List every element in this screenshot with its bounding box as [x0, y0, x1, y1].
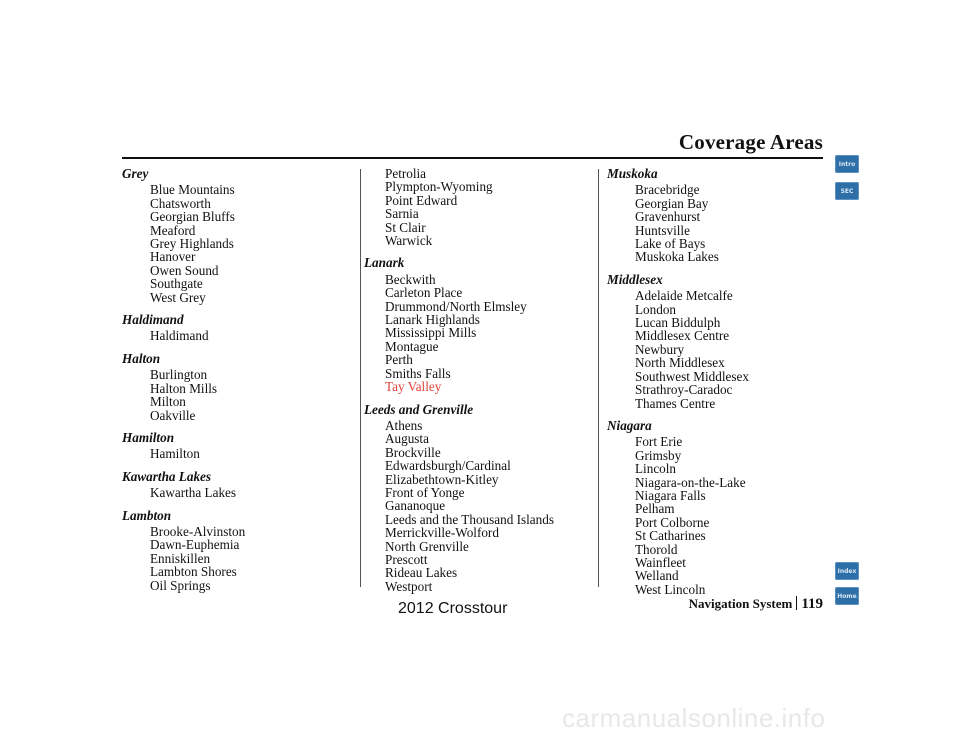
- place-item: Georgian Bluffs: [150, 209, 235, 225]
- place-item: Huntsville: [635, 222, 690, 238]
- region-heading: Hamilton: [122, 429, 175, 445]
- region-heading: Grey: [122, 166, 149, 181]
- place-item: Kawartha Lakes: [150, 485, 237, 501]
- region-heading: Haldimand: [122, 312, 184, 328]
- place-item: St Clair: [385, 219, 426, 235]
- place-item: Niagara-on-the-Lake: [635, 474, 746, 490]
- place-item: Strathroy-Caradoc: [635, 382, 733, 398]
- place-item: Gananoque: [385, 498, 446, 514]
- place-item: Warwick: [385, 233, 433, 249]
- place-item: Port Colborne: [635, 514, 710, 530]
- region-heading: Kawartha Lakes: [122, 468, 212, 484]
- page-number: 119: [801, 596, 823, 612]
- place-item: Burlington: [150, 367, 208, 383]
- place-item: Lanark Highlands: [385, 312, 480, 328]
- place-item: Carleton Place: [385, 285, 463, 301]
- place-item: Brockville: [385, 444, 441, 460]
- place-item: Oakville: [150, 407, 196, 423]
- place-item: Chatsworth: [150, 195, 211, 211]
- place-item: Thames Centre: [635, 395, 716, 411]
- place-item: Lucan Biddulph: [635, 315, 721, 331]
- column-1: [122, 167, 352, 592]
- section-name: Navigation System: [688, 596, 793, 611]
- region-heading: Leeds and Grenville: [364, 401, 474, 417]
- place-item: Enniskillen: [150, 550, 211, 566]
- place-item: Middlesex Centre: [635, 328, 730, 344]
- place-item: Grey Highlands: [150, 236, 234, 252]
- place-item: Elizabethtown-Kitley: [385, 471, 499, 487]
- place-item: Milton: [150, 394, 186, 410]
- region-heading: Lambton: [122, 507, 172, 523]
- place-item: Southgate: [150, 276, 203, 292]
- column-2: [364, 167, 594, 593]
- place-item: Pelham: [635, 501, 675, 517]
- region-heading: Halton: [122, 350, 161, 366]
- watermark: carmanualsonline.info: [562, 703, 826, 733]
- place-item: Halton Mills: [150, 380, 218, 396]
- place-item: Prescott: [385, 551, 428, 567]
- place-item: Leeds and the Thousand Islands: [385, 511, 554, 527]
- region-heading: Niagara: [607, 417, 652, 433]
- place-item: West Lincoln: [635, 581, 706, 597]
- place-item: Sarnia: [385, 206, 419, 222]
- index-tab-button[interactable]: Index: [835, 562, 859, 580]
- place-item: Lambton Shores: [150, 564, 237, 580]
- place-item: Southwest Middlesex: [635, 368, 749, 384]
- place-item: Mississippi Mills: [385, 325, 477, 341]
- place-item: Perth: [385, 352, 413, 368]
- place-item: Oil Springs: [150, 577, 211, 593]
- place-item: Point Edward: [385, 192, 458, 208]
- place-item: Muskoka Lakes: [635, 249, 719, 265]
- sec-tab-button[interactable]: SEC: [835, 182, 859, 200]
- place-item: Merrickville-Wolford: [385, 525, 499, 541]
- place-item: Rideau Lakes: [385, 565, 458, 581]
- place-item: Fort Erie: [635, 434, 683, 450]
- place-item: Augusta: [385, 431, 429, 447]
- place-item: Meaford: [150, 222, 196, 238]
- place-item: Grimsby: [635, 447, 682, 463]
- place-item: London: [635, 301, 677, 317]
- column-3: [607, 167, 817, 596]
- place-item: Plympton-Wyoming: [385, 179, 493, 195]
- place-item: Hamilton: [150, 446, 200, 462]
- place-item: North Grenville: [385, 538, 469, 554]
- place-item: Bracebridge: [635, 182, 700, 198]
- model-label: 2012 Crosstour: [398, 600, 508, 617]
- place-item: Adelaide Metcalfe: [635, 288, 733, 304]
- place-item: Smiths Falls: [385, 365, 451, 381]
- footer-divider: [796, 596, 797, 610]
- place-item: Blue Mountains: [150, 182, 235, 198]
- page-footer: [689, 596, 823, 613]
- place-item: Owen Sound: [150, 262, 219, 278]
- place-item: Front of Yonge: [385, 484, 465, 500]
- page-title: Coverage Areas: [678, 130, 823, 154]
- place-item: Welland: [635, 568, 679, 584]
- title-rule: [122, 157, 823, 159]
- place-item: Drummond/North Elmsley: [385, 298, 527, 314]
- place-item: North Middlesex: [635, 355, 725, 371]
- place-item: Westport: [385, 578, 433, 594]
- place-item: Beckwith: [385, 271, 436, 287]
- place-item: Montague: [385, 338, 439, 354]
- region-heading: Lanark: [364, 255, 405, 271]
- place-item: Hanover: [150, 249, 196, 265]
- column-divider-2: [598, 169, 599, 587]
- place-item: Dawn-Euphemia: [150, 537, 240, 553]
- place-item: Newbury: [635, 341, 685, 357]
- place-item: St Catharines: [635, 528, 706, 544]
- intro-tab-button[interactable]: Intro: [835, 155, 859, 173]
- place-item: Gravenhurst: [635, 209, 701, 225]
- highlighted-place-item: Tay Valley: [385, 379, 442, 395]
- place-item: Wainfleet: [635, 554, 686, 570]
- column-divider-1: [360, 169, 361, 587]
- place-item: Edwardsburgh/Cardinal: [385, 458, 511, 474]
- place-item: Lincoln: [635, 461, 677, 477]
- place-item: Athens: [385, 417, 423, 433]
- place-item: Petrolia: [385, 166, 427, 181]
- place-item: Thorold: [635, 541, 678, 557]
- region-heading: Middlesex: [607, 271, 663, 287]
- place-item: Niagara Falls: [635, 487, 706, 503]
- home-tab-button[interactable]: Home: [835, 587, 859, 605]
- place-item: Lake of Bays: [635, 236, 706, 252]
- region-heading: Muskoka: [607, 166, 658, 181]
- place-item: Brooke-Alvinston: [150, 523, 246, 539]
- place-item: West Grey: [150, 289, 206, 305]
- place-item: Haldimand: [150, 328, 209, 344]
- place-item: Georgian Bay: [635, 195, 709, 211]
